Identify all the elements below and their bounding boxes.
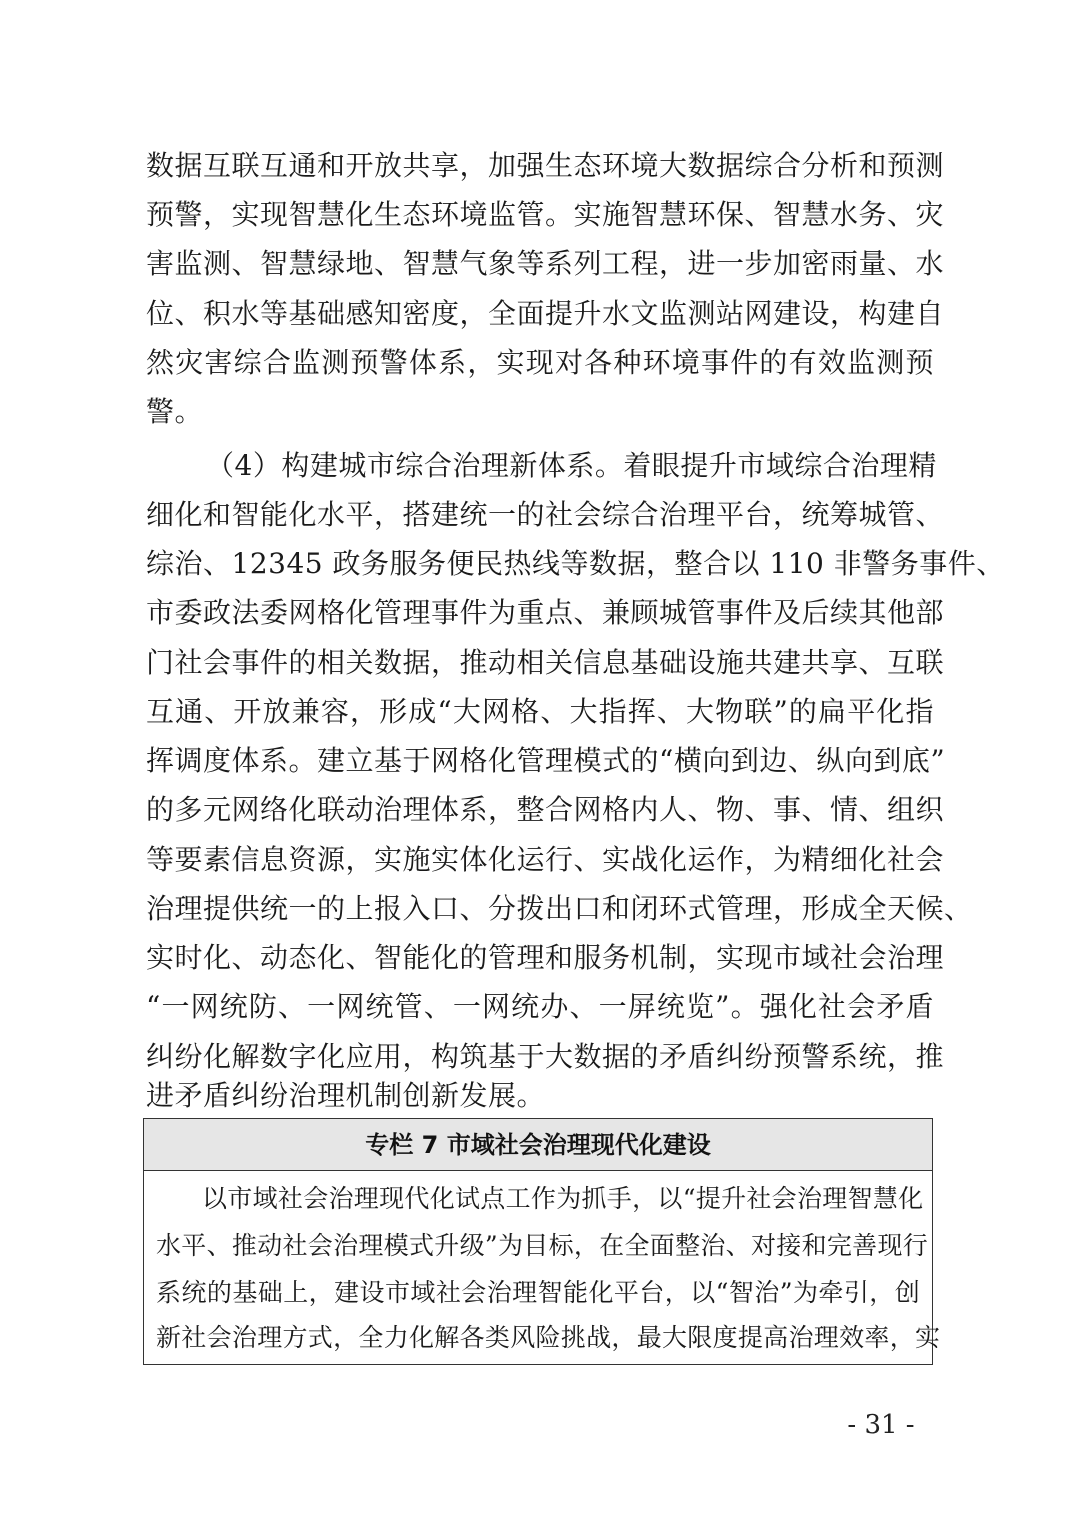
sidebar-box <box>143 1118 941 1365</box>
sidebar-line: 新社会治理方式，全力化解各类风险挑战，最大限度提高治理效率，实 <box>156 1323 941 1352</box>
page-number: - 31 - <box>847 1410 915 1440</box>
body-line: 互通、开放兼容，形成“大网格、大指挥、大物联”的扁平化指 <box>146 695 934 728</box>
body-line: 挥调度体系。建立基于网格化管理模式的“横向到边、纵向到底” <box>146 744 946 777</box>
body-line: 治理提供统一的上报入口、分拨出口和闭环式管理，形成全天候、 <box>146 892 973 925</box>
body-line: 的多元网络化联动治理体系，整合网格内人、物、事、情、组织 <box>146 793 945 826</box>
body-line: 数据互联互通和开放共享，加强生态环境大数据综合分析和预测 <box>146 149 945 182</box>
body-line: “一网统防、一网统管、一网统办、一屏统览”。强化社会矛盾 <box>146 990 934 1023</box>
body-line: 纠纷化解数字化应用，构筑基于大数据的矛盾纠纷预警系统，推 <box>146 1040 945 1073</box>
body-line: 综治、12345 政务服务便民热线等数据，整合以 110 非警务事件、 <box>146 547 1005 580</box>
sidebar-line: 水平、推动社会治理模式升级”为目标，在全面整治、对接和完善现行 <box>156 1231 929 1260</box>
body-line: 害监测、智慧绿地、智慧气象等系列工程，进一步加密雨量、水 <box>146 247 945 280</box>
body-line: 等要素信息资源，实施实体化运行、实战化运作，为精细化社会 <box>146 843 945 876</box>
body-line: 警。 <box>146 395 204 428</box>
body-line: 然灾害综合监测预警体系，实现对各种环境事件的有效监测预 <box>146 346 934 379</box>
body-line: 位、积水等基础感知密度，全面提升水文监测站网建设，构建自 <box>146 297 945 330</box>
sidebar-line: 以市域社会治理现代化试点工作为抓手，以“提升社会治理智慧化 <box>202 1184 924 1213</box>
body-line: 门社会事件的相关数据，推动相关信息基础设施共建共享、互联 <box>146 646 945 679</box>
section-heading-line: （4）构建城市综合治理新体系。着眼提升市域综合治理精 <box>206 449 937 482</box>
body-line: 预警，实现智慧化生态环境监管。实施智慧环保、智慧水务、灾 <box>146 198 945 231</box>
sidebar-title: 专栏 7 市域社会治理现代化建设 <box>144 1119 932 1171</box>
body-line: 细化和智能化水平，搭建统一的社会综合治理平台，统筹城管、 <box>146 498 945 531</box>
body-line: 市委政法委网格化管理事件为重点、兼顾城管事件及后续其他部 <box>146 596 945 629</box>
body-line: 进矛盾纠纷治理机制创新发展。 <box>146 1079 546 1112</box>
body-line: 实时化、动态化、智能化的管理和服务机制，实现市域社会治理 <box>146 941 945 974</box>
sidebar-line: 系统的基础上，建设市域社会治理智能化平台，以“智治”为牵引，创 <box>156 1278 920 1307</box>
